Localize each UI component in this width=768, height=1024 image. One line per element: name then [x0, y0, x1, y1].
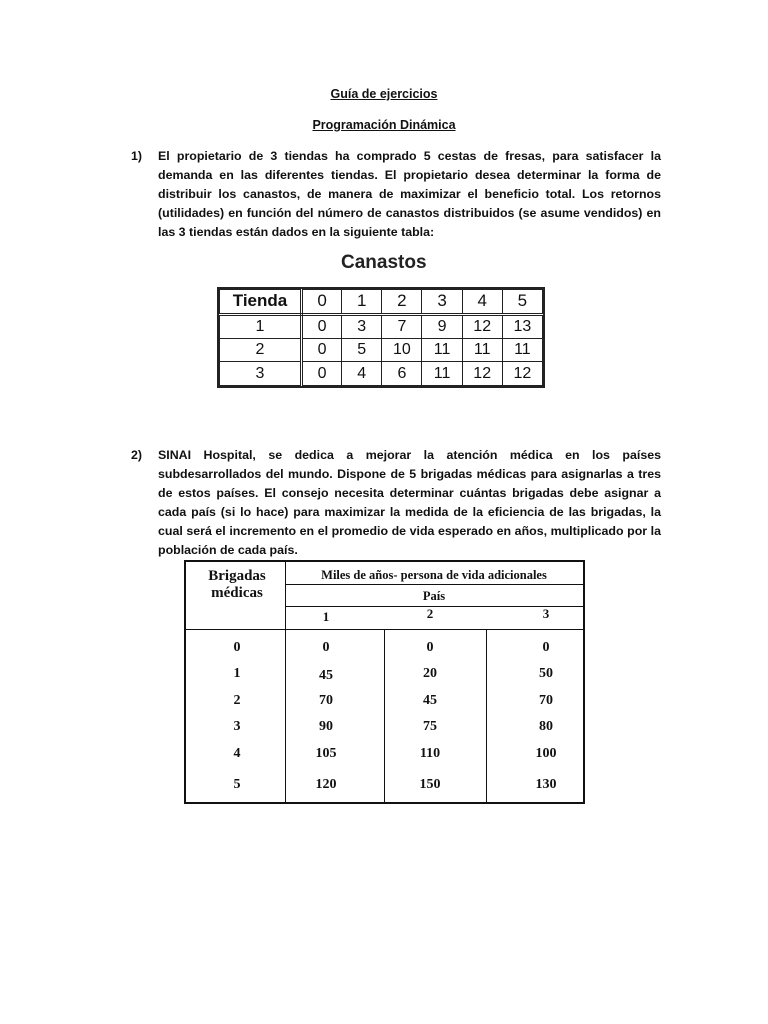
divider [486, 629, 487, 802]
table-cell: 0 [302, 339, 342, 362]
table-cell: 3 [342, 314, 382, 339]
question-1 [131, 147, 661, 242]
table-cell: 5 [342, 339, 382, 362]
divider [286, 584, 583, 585]
table-cell: 105 [315, 746, 337, 761]
table-cell: 120 [315, 777, 337, 792]
table-cell: 0 [233, 640, 241, 655]
header-miles: Miles de años- persona de vida adicionales [321, 568, 547, 582]
table-cell: 80 [539, 719, 553, 734]
header-cell: 5 [502, 290, 542, 315]
header-country-1: 1 [322, 609, 330, 624]
table-cell: 12 [502, 362, 542, 386]
table-cell: 11 [462, 339, 502, 362]
table-cell: 110 [419, 746, 441, 761]
table-cell: 7 [382, 314, 422, 339]
header-cell: 1 [342, 290, 382, 315]
table-cell: 150 [419, 777, 441, 792]
header-brigadas-line-2: médicas [211, 585, 263, 601]
table-cell: 1 [220, 314, 302, 339]
table-cell: 45 [423, 693, 437, 708]
question-2 [131, 446, 661, 560]
header-cell: 2 [382, 290, 422, 315]
table-cell: 6 [382, 362, 422, 386]
table-1-caption: Canastos [341, 252, 427, 273]
table-cell: 0 [322, 640, 330, 655]
table-cell: 4 [233, 746, 241, 761]
table-cell: 50 [539, 666, 553, 681]
table-cell: 12 [462, 362, 502, 386]
table-cell: 0 [542, 640, 550, 655]
brigadas-table [184, 560, 585, 804]
table-cell: 3 [233, 719, 241, 734]
question-2-number: 2) [131, 448, 143, 462]
table-cell: 4 [342, 362, 382, 386]
question-1-text: El propietario de 3 tiendas ha comprado 5 cestas de fresas, para satisfacer la demanda en las diferentes tiendas. El propietario desea determinar la forma de distribuir los canastos, de manera de maximizar el beneficio total. Los retornos (utilidades) en función del número de canastos distribuidos (se asume vendidos) en las 3 tiendas están dados en la siguiente tabla: [158, 149, 661, 239]
table-cell: 2 [233, 693, 241, 708]
table-cell: 13 [502, 314, 542, 339]
header-country-3: 3 [542, 606, 550, 621]
table-cell: 3 [220, 362, 302, 386]
header-cell: 3 [422, 290, 462, 315]
header-pais: País [422, 589, 446, 603]
question-2-text: SINAI Hospital, se dedica a mejorar la atención médica en los países subdesarrollados del mundo. Dispone de 5 brigadas médicas para asignarlas a tres de estos países. El consejo necesita determinar cuántas brigadas debe asignar a cada país (si lo hace) para maximizar la medida de la eficiencia de las brigadas, la cual será el incremento en el promedio de vida esperado en años, multiplicado por la población de cada país. [158, 448, 661, 557]
header-country-2: 2 [426, 606, 434, 621]
table-cell: 11 [502, 339, 542, 362]
canastos-table [217, 287, 545, 388]
table-cell: 0 [302, 314, 342, 339]
header-brigadas-line-1: Brigadas [208, 568, 266, 584]
table-cell: 90 [319, 719, 333, 734]
table-cell: 70 [319, 693, 333, 708]
table-cell: 20 [423, 666, 437, 681]
table-cell: 130 [535, 777, 557, 792]
table-cell: 2 [220, 339, 302, 362]
table-cell: 75 [423, 719, 437, 734]
table-cell: 10 [382, 339, 422, 362]
table-cell: 9 [422, 314, 462, 339]
table-cell: 5 [233, 777, 241, 792]
table-cell: 70 [539, 693, 553, 708]
page-title: Guía de ejercicios [330, 87, 438, 101]
table-cell: 1 [233, 666, 241, 681]
header-brigadas [192, 568, 282, 602]
table-header-row [220, 290, 543, 315]
table-cell: 0 [426, 640, 434, 655]
table-cell: 11 [422, 362, 462, 386]
question-1-number: 1) [131, 149, 143, 163]
table-cell: 0 [302, 362, 342, 386]
header-cell: 4 [462, 290, 502, 315]
page-subtitle: Programación Dinámica [312, 118, 456, 132]
table-row [220, 362, 543, 386]
divider [384, 629, 385, 802]
table-cell: 100 [535, 746, 557, 761]
table-row [220, 314, 543, 339]
table-row [220, 339, 543, 362]
table-cell: 45 [319, 668, 333, 683]
header-cell: Tienda [220, 290, 302, 315]
table-cell: 11 [422, 339, 462, 362]
header-cell: 0 [302, 290, 342, 315]
table-cell: 12 [462, 314, 502, 339]
